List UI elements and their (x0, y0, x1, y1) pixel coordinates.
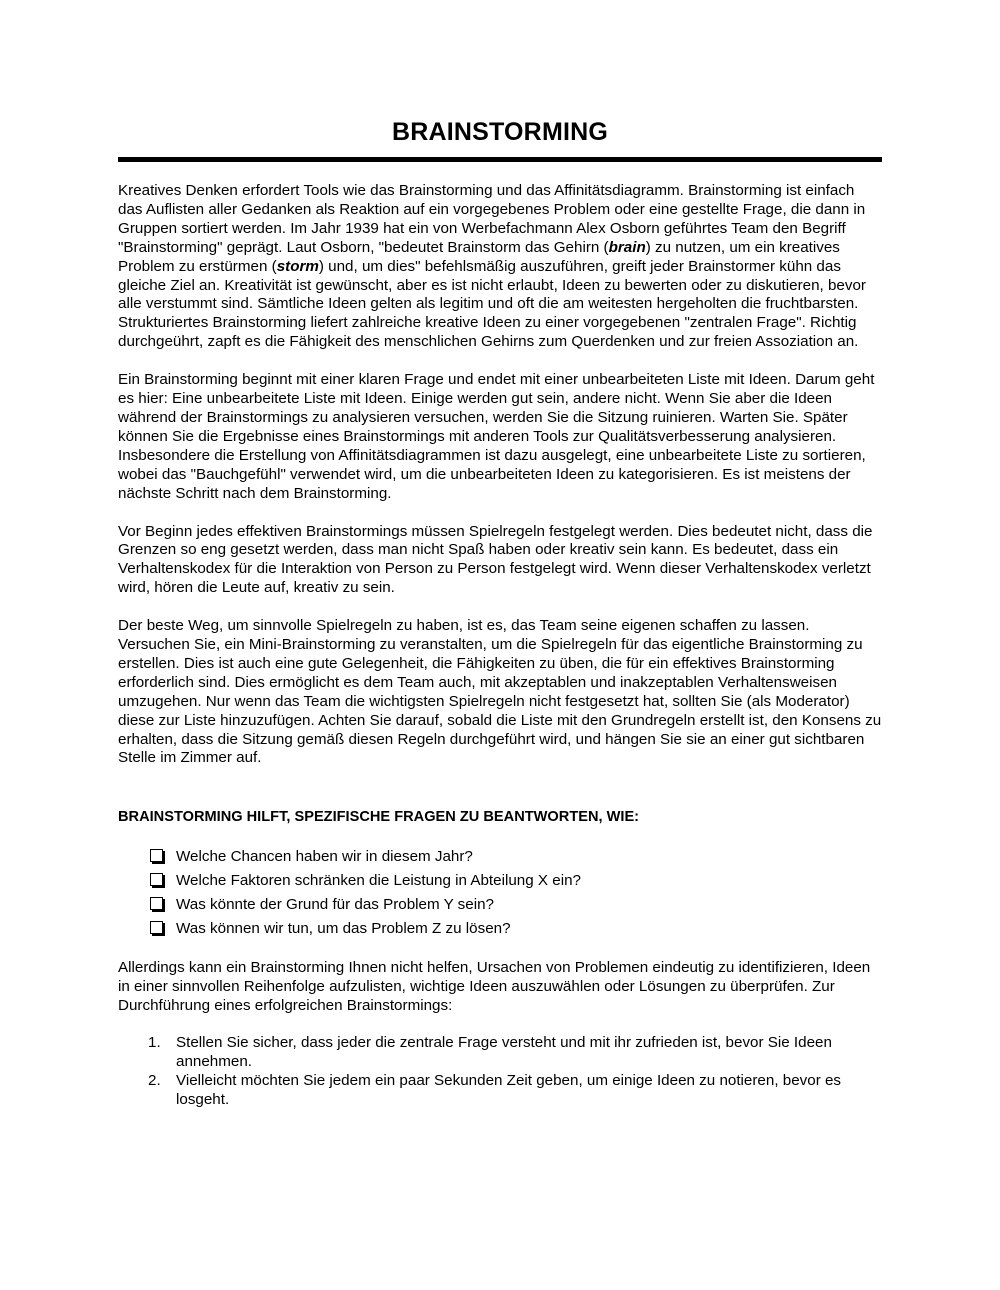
document-page (118, 0, 882, 1110)
list-item (118, 845, 882, 869)
step-text: Vielleicht möchten Sie jedem ein paar Sekunden Zeit geben, um einige Ideen zu notieren, bevor es losgeht. (176, 1071, 842, 1108)
paragraph-raw-list: Ein Brainstorming beginnt mit einer klaren Frage und endet mit einer unbearbeiteten Liste mit Ideen. Darum geht es hier: Eine unbearbeitete Liste mit Ideen. Einige werden gut sein, andere nicht. Wenn Sie aber die Ideen während der Brainstormings zu analysieren versuchen, werden Sie die Sitzung ruinieren. Warten Sie. Später können Sie die Ergebnisse eines Brainstormings mit anderen Tools zur Qualitätsverbesserung analysieren. Insbesondere die Erstellung von Affinitätsdiagrammen ist dazu ausgelegt, eine unbearbeitete Liste zu sortieren, wobei das "Bauchgefühl" verwendet wird, um die unbearbeiteten Ideen zu kategorisieren. Es ist meistens der nächste Schritt nach dem Brainstorming. (118, 371, 875, 502)
checkbox-icon (150, 921, 163, 934)
intro-text-part1: Kreatives Denken erfordert Tools wie das Brainstorming und das Affinitätsdiagramm. Brainstorming ist einfach das Auflisten aller Gedanken als Reaktion auf ein vorgegebenes Problem oder eine gestellte Frage, die dann in Gruppen sortiert werden. Im Jahr 1939 hat ein von Werbefachmann Alex Osborn geführtes Team den Begriff "Brainstorming" geprägt. Laut Osborn, "bedeutet Brainstorm das Gehirn ( (118, 182, 866, 256)
list-item (118, 1034, 882, 1072)
list-item (118, 893, 882, 917)
step-text: Stellen Sie sicher, dass jeder die zentrale Frage versteht und mit ihr zufrieden ist, bevor Sie Ideen annehmen. (176, 1034, 832, 1070)
title-rule (118, 157, 882, 162)
list-item-text: Welche Faktoren schränken die Leistung in Abteilung X ein? (176, 872, 581, 890)
section-heading: BRAINSTORMING HILFT, SPEZIFISCHE FRAGEN ZU BEANTWORTEN, WIE: (118, 809, 640, 826)
paragraph-team-rules: Der beste Weg, um sinnvolle Spielregeln zu haben, ist es, das Team seine eigenen schaffen zu lassen. Versuchen Sie, ein Mini-Brainstorming zu veranstalten, um die Spielregeln für das eigentliche Brainstorming zu erstellen. Dies ist auch eine gute Gelegenheit, die Fähigkeiten zu üben, die für ein effektives Brainstorming erforderlich sind. Dies ermöglicht es dem Team auch, mit akzeptablen und inakzeptablen Verhaltensweisen umzugehen. Nur wenn das Team die wichtigsten Spielregeln nicht festgesetzt hat, sollten Sie (als Moderator) diese zur Liste hinzuzufügen. Achten Sie darauf, sobald die Liste mit den Grundregeln erstellt ist, den Konsens zu erhalten, dass die Sitzung gemäß diesen Regeln durchgeführt wird, und hängen Sie sie an einer gut sichtbaren Stelle im Zimmer auf. (118, 617, 882, 767)
list-item (118, 1072, 882, 1110)
intro-text-part3: ) und, um dies" befehlsmäßig auszuführen, greift jeder Brainstormer kühn das gleiche Ziel an. Kreativität ist gewünscht, aber es ist nicht erlaubt, Ideen zu bewerten oder zu diskutieren, bevor alle verstummt sind. Sämtliche Ideen gelten als legitim und oft die am weitesten hergeholten die fruchtbarsten. Strukturiertes Brainstorming liefert zahlreiche kreative Ideen zu einer vorgegebenen "zentralen Frage". Richtig durchgeührt, zapft es die Fähigkeit des menschlichen Gehirns zum Querdenken und zur freien Assoziation an. (118, 257, 866, 351)
paragraph-intro (118, 182, 882, 352)
step-number: 2. (148, 1071, 161, 1089)
checkbox-icon (150, 897, 163, 910)
steps-list (118, 1034, 882, 1110)
checkbox-icon (150, 873, 163, 886)
emphasis-brain: brain (608, 238, 646, 256)
list-item-text: Welche Chancen haben wir in diesem Jahr? (176, 848, 473, 866)
emphasis-storm: storm (276, 257, 319, 275)
list-item-text: Was könnte der Grund für das Problem Y sein? (176, 896, 494, 914)
list-item-text: Was können wir tun, um das Problem Z zu lösen? (176, 920, 511, 938)
paragraph-ground-rules: Vor Beginn jedes effektiven Brainstormings müssen Spielregeln festgelegt werden. Dies bedeutet nicht, dass die Grenzen so eng gesetzt werden, dass man nicht Spaß haben oder kreativ sein kann. Es bedeutet, dass ein Verhaltenskodex für die Interaktion von Person zu Person festgelegt wird. Wenn dieser Verhaltenskodex verletzt wird, hören die Leute auf, kreativ zu sein. (118, 522, 873, 597)
checkbox-icon (150, 849, 163, 862)
intro-text-part2: ) zu nutzen, um ein kreatives Problem zu erstürmen ( (118, 238, 840, 275)
list-item (118, 917, 882, 941)
paragraph-limitations: Allerdings kann ein Brainstorming Ihnen nicht helfen, Ursachen von Problemen eindeutig zu identifizieren, Ideen in einer sinnvollen Reihenfolge aufzulisten, wichtige Ideen auszuwählen oder Lösungen zu überprüfen. Zur Durchführung eines erfolgreichen Brainstormings: (118, 959, 871, 1015)
step-number: 1. (148, 1034, 161, 1052)
page-title: BRAINSTORMING (391, 118, 609, 146)
question-list (118, 845, 882, 941)
list-item (118, 869, 882, 893)
